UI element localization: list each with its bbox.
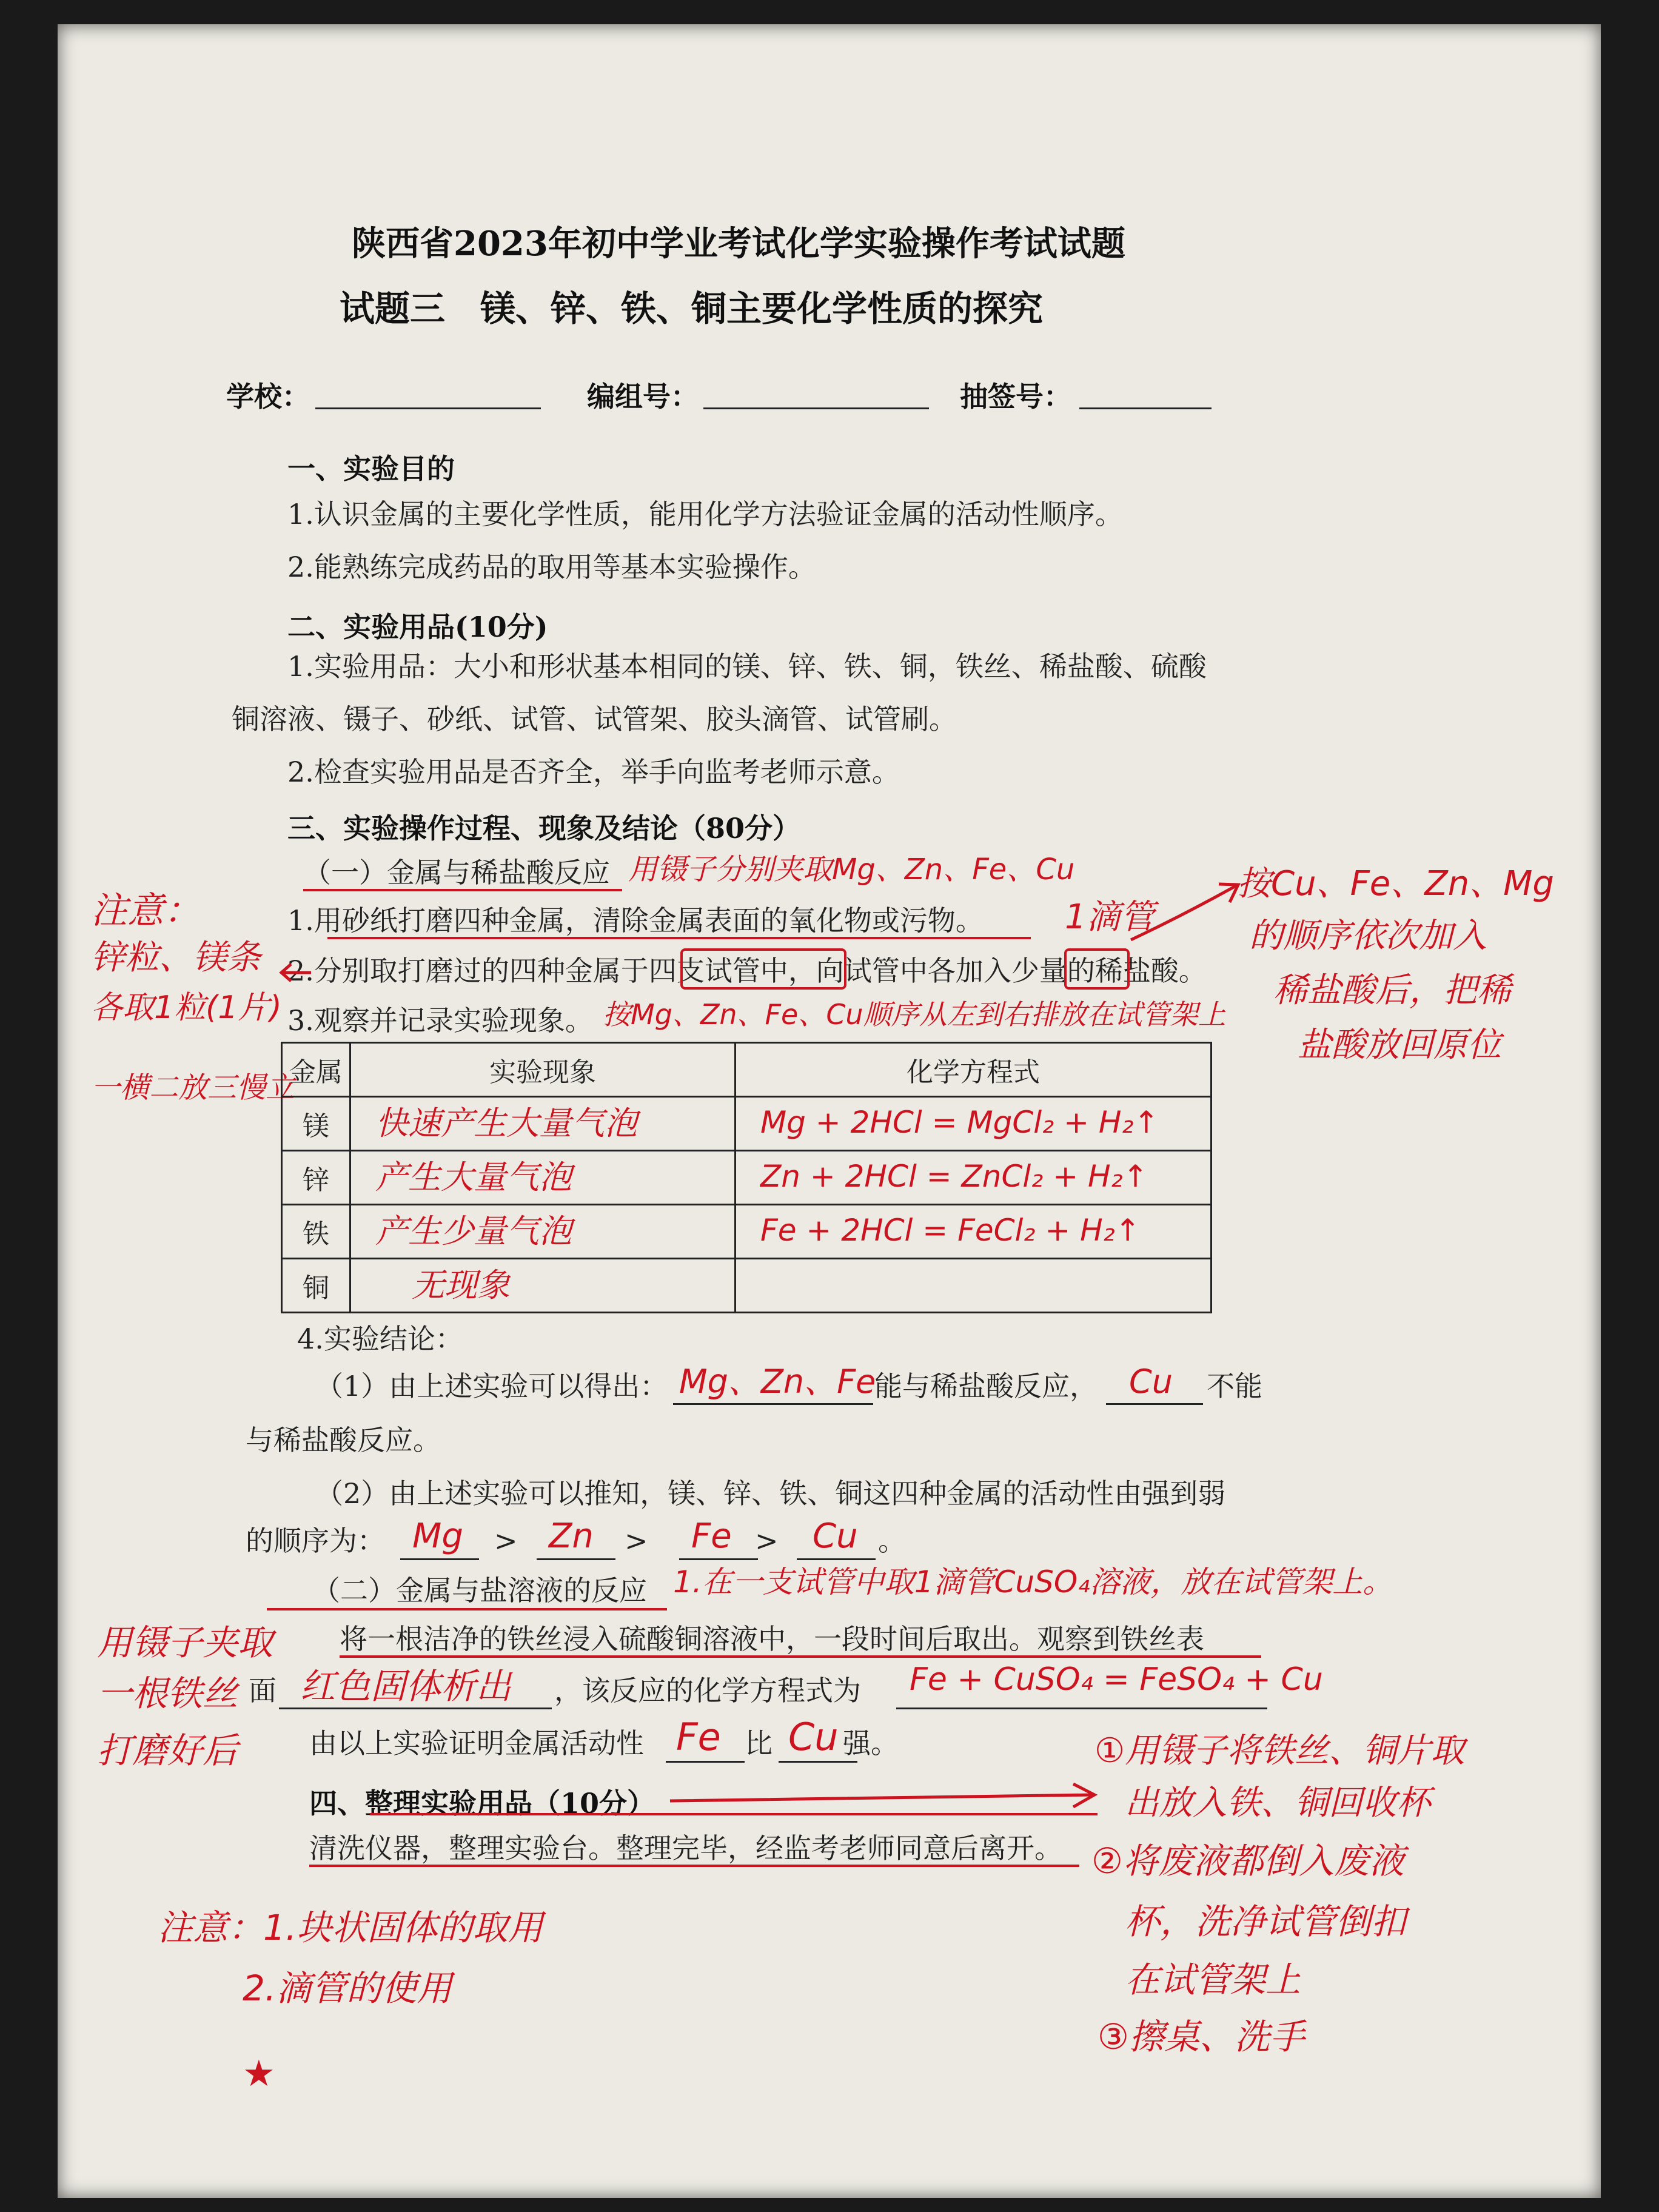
table-row xyxy=(282,1205,1212,1259)
hw-tidy-line-5: 在试管架上 xyxy=(1125,1959,1301,2000)
hw-note-line-3: 各取1粒(1片) xyxy=(91,990,282,1026)
s2-item-1b: 铜溶液、镊子、砂纸、试管、试管架、胶头滴管、试管刷。 xyxy=(232,703,957,736)
hw-fe: Fe xyxy=(676,1715,721,1759)
hw-phen: 快速产生大量气泡 xyxy=(375,1104,637,1142)
hw-eq2: Fe + CuSO₄ = FeSO₄ + Cu xyxy=(910,1661,1323,1698)
section-4-text: 清洗仪器，整理实验台。整理完毕，经监考老师同意后离开。 xyxy=(309,1832,1062,1865)
step-3: 3.观察并记录实验现象。 xyxy=(287,1004,593,1037)
th-phenomenon: 实验现象 xyxy=(350,1043,736,1097)
section-3-heading: 三、实验操作过程、现象及结论（80分） xyxy=(287,812,801,845)
tidy-arrow-icon xyxy=(667,1777,1104,1813)
metal-cell: 镁 xyxy=(282,1097,350,1151)
school-label: 学校： xyxy=(226,380,310,413)
exam-subtitle: 试题三 镁、锌、铁、铜主要化学性质的探究 xyxy=(340,288,1044,329)
metal-cell: 铁 xyxy=(282,1205,350,1259)
exam-title: 陕西省2023年初中学业考试化学实验操作考试试题 xyxy=(352,224,1125,264)
hw-order-line-3: 稀盐酸后，把稀 xyxy=(1273,971,1511,1010)
hw-tidy-line-1: ①用镊子将铁丝、铜片取 xyxy=(1094,1731,1465,1771)
hw-eq: Fe + 2HCl = FeCl₂ + H₂↑ xyxy=(760,1213,1141,1248)
hw-tidy-line-2: 出放入铁、铜回收杯 xyxy=(1125,1783,1430,1823)
part-2-step-a: 将一根洁净的铁丝浸入硫酸铜溶液中，一段时间后取出。观察到铁丝表 xyxy=(340,1623,1204,1655)
hw-phen: 产生大量气泡 xyxy=(375,1158,572,1196)
part-2-step-f: 强。 xyxy=(843,1727,899,1760)
conclusion-1a: （1）由上述实验可以得出： xyxy=(315,1370,668,1403)
hw-arrange-note: 按Mg、Zn、Fe、Cu顺序从左到右排放在试管架上 xyxy=(603,998,1226,1031)
hw-tidy-line-6: ③擦桌、洗手 xyxy=(1098,2016,1305,2057)
equation-cell xyxy=(736,1151,1212,1205)
hw-order-3: Fe xyxy=(691,1517,732,1556)
table-header-row xyxy=(282,1043,1212,1097)
phenomenon-cell xyxy=(350,1205,736,1259)
th-metal: 金属 xyxy=(282,1043,350,1097)
step-1: 1.用砂纸打磨四种金属，清除金属表面的氧化物或污物。 xyxy=(287,904,984,937)
part-2-heading: （二）金属与盐溶液的反应 xyxy=(312,1574,647,1607)
conclusion-1b: 能与稀盐酸反应， xyxy=(874,1370,1098,1403)
table-row xyxy=(282,1259,1212,1313)
metal-cell: 铜 xyxy=(282,1259,350,1313)
hw-eq: Zn + 2HCl = ZnCl₂ + H₂↑ xyxy=(760,1159,1148,1194)
phenomenon-cell xyxy=(350,1259,736,1313)
school-blank xyxy=(315,374,541,409)
gt-3: > xyxy=(755,1524,779,1557)
equation-cell xyxy=(736,1205,1212,1259)
order-end: 。 xyxy=(878,1524,906,1557)
hw-cu: Cu xyxy=(788,1715,839,1759)
part-1-underline xyxy=(303,889,622,891)
conclusion-1d: 与稀盐酸反应。 xyxy=(246,1424,441,1456)
hw-tidy-line-3: ②将废液都倒入废液 xyxy=(1091,1840,1404,1882)
group-label: 编组号： xyxy=(587,380,699,413)
conclusion-2a: （2）由上述实验可以推知，镁、锌、铁、铜这四种金属的活动性由强到弱 xyxy=(315,1477,1226,1510)
group-blank xyxy=(703,374,929,409)
hw-note2-line-1: 注意：1.块状固体的取用 xyxy=(158,1907,543,1948)
conclusion-1c: 不能 xyxy=(1207,1370,1262,1403)
part-2-step-b: 面 xyxy=(249,1674,276,1707)
hw-note2-line-2: 2.滴管的使用 xyxy=(243,1968,452,2009)
hw-note-line-2: 锌粒、镁条 xyxy=(91,938,261,977)
hw-phen: 无现象 xyxy=(412,1266,510,1304)
hw-wire-line-3: 打磨好后 xyxy=(97,1730,238,1771)
hw-eq: Mg + 2HCl = MgCl₂ + H₂↑ xyxy=(760,1105,1159,1140)
part-2-step-a-underline xyxy=(340,1655,1261,1658)
hw-wire-line-2: 一根铁丝 xyxy=(97,1673,238,1714)
table-row xyxy=(282,1151,1212,1205)
hw-order-line-1: 按Cu、Fe、Zn、Mg xyxy=(1237,864,1554,903)
hw-note-line-4: 一横二放三慢立 xyxy=(91,1071,295,1105)
gt-1: > xyxy=(494,1524,518,1557)
hw-order-2: Zn xyxy=(549,1517,594,1556)
section-4-text-underline xyxy=(309,1865,1079,1867)
hw-fill-noreact: Cu xyxy=(1129,1362,1173,1401)
part-2-step-e: 比 xyxy=(745,1727,773,1760)
s1-item-1: 1.认识金属的主要化学性质，能用化学方法验证金属的活动性顺序。 xyxy=(287,498,1123,531)
hw-dropper-note: 1滴管 xyxy=(1065,897,1155,937)
hw-wire-line-1: 用镊子夹取 xyxy=(97,1622,273,1663)
table-row xyxy=(282,1097,1212,1151)
metal-cell: 锌 xyxy=(282,1151,350,1205)
hw-red-solid: 红色固体析出 xyxy=(300,1666,512,1707)
phenomenon-cell xyxy=(350,1097,736,1151)
step-4: 4.实验结论： xyxy=(297,1322,463,1355)
hw-cuso4-note: 1.在一支试管中取1滴管CuSO₄溶液，放在试管架上。 xyxy=(673,1564,1393,1600)
conclusion-2b: 的顺序为： xyxy=(246,1524,385,1557)
gt-2: > xyxy=(625,1524,648,1557)
hw-order-line-4: 盐酸放回原位 xyxy=(1298,1025,1501,1065)
step-2: 2.分别取打磨过的四种金属于四支试管中，向试管中各加入少量的稀盐酸。 xyxy=(287,954,1207,987)
order-arrow-icon xyxy=(1128,879,1243,946)
hw-scribble: ★ xyxy=(243,2053,275,2095)
hw-phen: 产生少量气泡 xyxy=(375,1212,572,1250)
section-2-heading: 二、实验用品(10分) xyxy=(287,611,548,643)
section-4-heading: 四、整理实验用品（10分） xyxy=(309,1787,655,1820)
s1-item-2: 2.能熟练完成药品的取用等基本实验操作。 xyxy=(287,551,816,583)
equation-cell xyxy=(736,1097,1212,1151)
hw-note-line-1: 注意： xyxy=(91,890,200,932)
left-arrow-icon xyxy=(278,960,314,985)
step-1-underline xyxy=(327,937,1031,939)
hw-order-line-2: 的顺序依次加入 xyxy=(1249,916,1487,956)
four-tubes-box xyxy=(680,948,846,990)
hw-tidy-line-4: 杯，洗净试管倒扣 xyxy=(1125,1901,1407,1942)
draw-blank xyxy=(1079,374,1212,409)
section-4-underline xyxy=(370,1813,1098,1815)
th-equation: 化学方程式 xyxy=(736,1043,1212,1097)
small-amount-box xyxy=(1064,948,1130,990)
part-2-underline xyxy=(267,1608,667,1610)
part-2-step-d: 由以上实验证明金属活动性 xyxy=(309,1727,644,1760)
section-1-heading: 一、实验目的 xyxy=(287,452,455,485)
s2-item-1a: 1.实验用品：大小和形状基本相同的镁、锌、铁、铜，铁丝、稀盐酸、硫酸 xyxy=(287,650,1207,683)
hw-tweezers-note: 用镊子分别夹取Mg、Zn、Fe、Cu xyxy=(628,853,1075,886)
phenomenon-cell xyxy=(350,1151,736,1205)
results-table xyxy=(281,1042,1212,1313)
equation-cell xyxy=(736,1259,1212,1313)
draw-label: 抽签号： xyxy=(960,380,1071,413)
hw-fill-react: Mg、Zn、Fe xyxy=(679,1362,876,1401)
part-1-heading: （一）金属与稀盐酸反应 xyxy=(303,856,610,889)
s2-item-2: 2.检查实验用品是否齐全，举手向监考老师示意。 xyxy=(287,756,900,788)
hw-order-1: Mg xyxy=(412,1517,463,1556)
hw-order-4: Cu xyxy=(813,1517,858,1556)
part-2-step-c: ，该反应的化学方程式为 xyxy=(554,1674,861,1707)
